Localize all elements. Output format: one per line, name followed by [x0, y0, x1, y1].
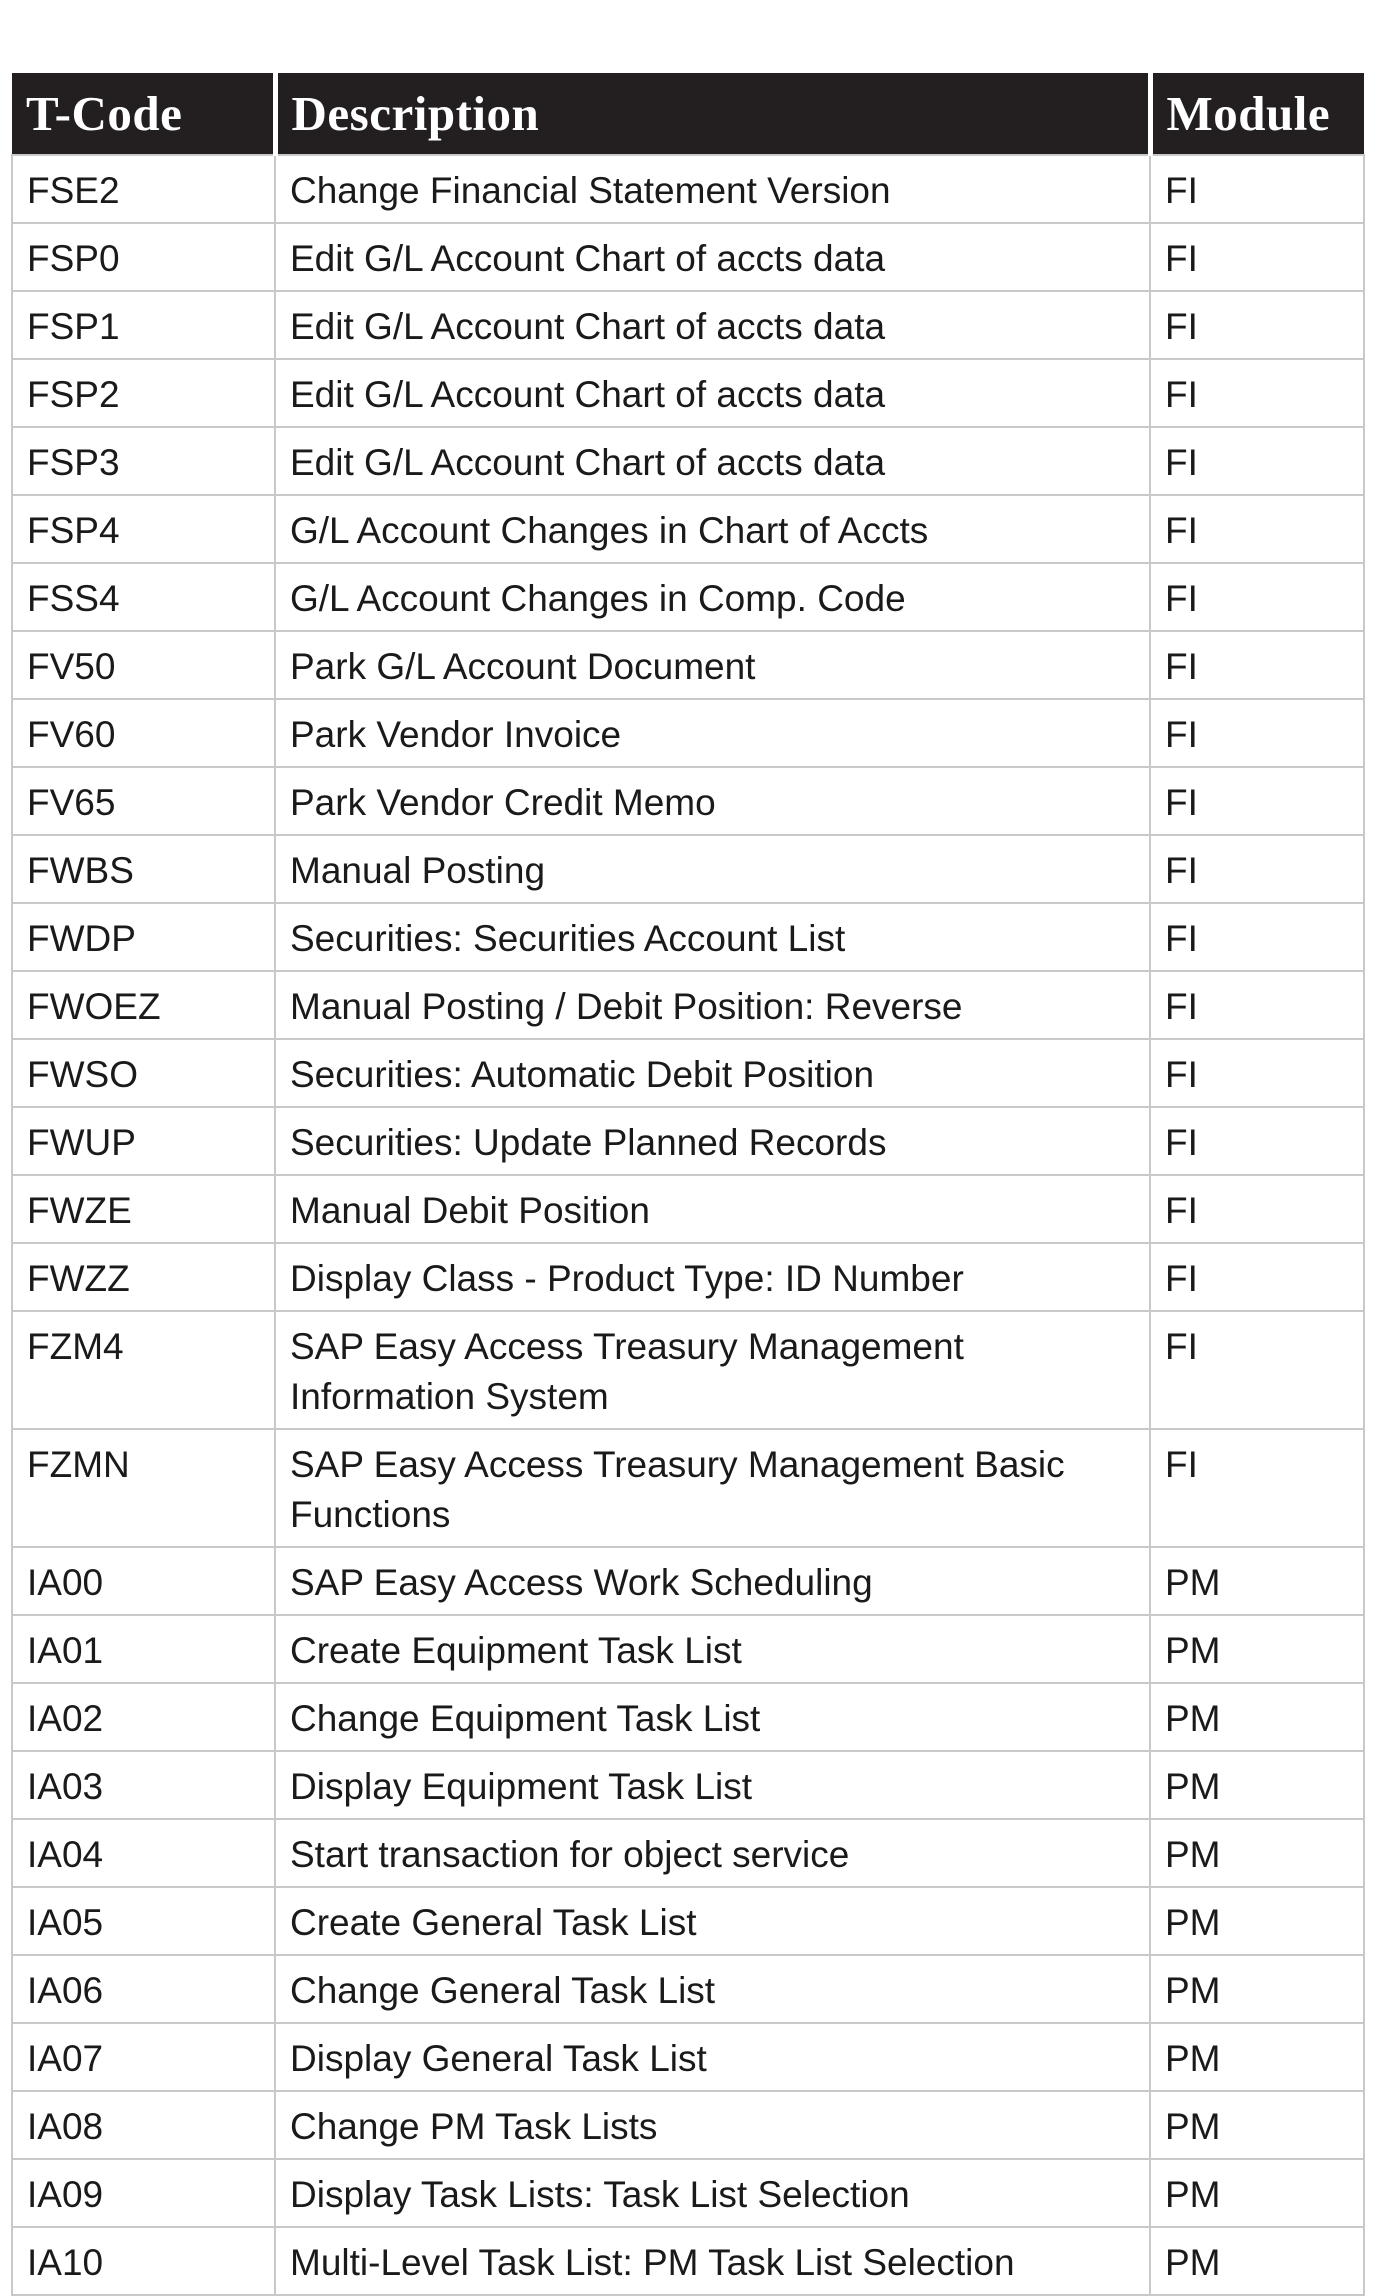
table-row — [12, 1683, 1364, 1751]
cell-module: FI — [1150, 155, 1364, 223]
cell-module: FI — [1150, 835, 1364, 903]
cell-tcode: FSS4 — [12, 563, 275, 631]
cell-module: FI — [1150, 291, 1364, 359]
table-row — [12, 2227, 1364, 2295]
table-row — [12, 359, 1364, 427]
cell-description: Display Class - Product Type: ID Number — [275, 1243, 1150, 1311]
table-row — [12, 903, 1364, 971]
table-row — [12, 1039, 1364, 1107]
table-row — [12, 767, 1364, 835]
cell-description: G/L Account Changes in Chart of Accts — [275, 495, 1150, 563]
table-row — [12, 1175, 1364, 1243]
cell-tcode: IA08 — [12, 2091, 275, 2159]
cell-tcode: IA00 — [12, 1547, 275, 1615]
cell-module: FI — [1150, 1039, 1364, 1107]
cell-tcode: FSP4 — [12, 495, 275, 563]
table-row — [12, 1751, 1364, 1819]
table-row — [12, 155, 1364, 223]
cell-description: G/L Account Changes in Comp. Code — [275, 563, 1150, 631]
cell-module: PM — [1150, 1887, 1364, 1955]
cell-tcode: IA05 — [12, 1887, 275, 1955]
cell-tcode: IA07 — [12, 2023, 275, 2091]
cell-tcode: FWBS — [12, 835, 275, 903]
cell-description: Manual Posting / Debit Position: Reverse — [275, 971, 1150, 1039]
cell-tcode: FSP0 — [12, 223, 275, 291]
cell-description: Display General Task List — [275, 2023, 1150, 2091]
cell-description: Park Vendor Invoice — [275, 699, 1150, 767]
cell-tcode: FWOEZ — [12, 971, 275, 1039]
cell-tcode: IA02 — [12, 1683, 275, 1751]
cell-tcode: FWUP — [12, 1107, 275, 1175]
cell-description: Create General Task List — [275, 1887, 1150, 1955]
cell-tcode: FSP1 — [12, 291, 275, 359]
cell-module: FI — [1150, 495, 1364, 563]
table-row — [12, 427, 1364, 495]
table-row — [12, 1819, 1364, 1887]
cell-description: Edit G/L Account Chart of accts data — [275, 291, 1150, 359]
cell-description: Park G/L Account Document — [275, 631, 1150, 699]
table-row — [12, 1107, 1364, 1175]
cell-module: PM — [1150, 1751, 1364, 1819]
cell-module: PM — [1150, 1955, 1364, 2023]
table-row — [12, 1955, 1364, 2023]
cell-description: Manual Posting — [275, 835, 1150, 903]
cell-description: Securities: Update Planned Records — [275, 1107, 1150, 1175]
cell-tcode: FWZZ — [12, 1243, 275, 1311]
cell-module: PM — [1150, 2159, 1364, 2227]
table-row — [12, 1243, 1364, 1311]
cell-description: Multi-Level Task List: PM Task List Selection — [275, 2227, 1150, 2295]
cell-tcode: FV50 — [12, 631, 275, 699]
table-row — [12, 1311, 1364, 1429]
cell-description: SAP Easy Access Work Scheduling — [275, 1547, 1150, 1615]
cell-description: Create Equipment Task List — [275, 1615, 1150, 1683]
cell-tcode: FV60 — [12, 699, 275, 767]
cell-module: PM — [1150, 2091, 1364, 2159]
table-row — [12, 291, 1364, 359]
cell-description: Edit G/L Account Chart of accts data — [275, 223, 1150, 291]
cell-tcode: IA10 — [12, 2227, 275, 2295]
cell-description: Change Financial Statement Version — [275, 155, 1150, 223]
table-row — [12, 2091, 1364, 2159]
cell-tcode: FZMN — [12, 1429, 275, 1547]
table-row — [12, 223, 1364, 291]
table-row — [12, 631, 1364, 699]
cell-tcode: FV65 — [12, 767, 275, 835]
cell-tcode: FZM4 — [12, 1311, 275, 1429]
table-row — [12, 971, 1364, 1039]
cell-description: Start transaction for object service — [275, 1819, 1150, 1887]
cell-description: Edit G/L Account Chart of accts data — [275, 359, 1150, 427]
cell-description: SAP Easy Access Treasury Management Basic Functions — [275, 1429, 1150, 1547]
cell-module: PM — [1150, 1683, 1364, 1751]
header-tcode: T-Code — [12, 73, 275, 155]
cell-tcode: FSE2 — [12, 155, 275, 223]
table-row — [12, 495, 1364, 563]
table-row — [12, 835, 1364, 903]
cell-description: Display Task Lists: Task List Selection — [275, 2159, 1150, 2227]
table-row — [12, 1615, 1364, 1683]
cell-module: FI — [1150, 699, 1364, 767]
cell-tcode: FSP3 — [12, 427, 275, 495]
cell-module: FI — [1150, 1311, 1364, 1429]
table-body — [12, 155, 1364, 2295]
cell-module: PM — [1150, 2227, 1364, 2295]
header-description: Description — [275, 73, 1150, 155]
cell-module: FI — [1150, 767, 1364, 835]
cell-tcode: IA03 — [12, 1751, 275, 1819]
cell-module: FI — [1150, 903, 1364, 971]
cell-description: Park Vendor Credit Memo — [275, 767, 1150, 835]
cell-tcode: IA01 — [12, 1615, 275, 1683]
cell-module: FI — [1150, 1243, 1364, 1311]
cell-description: Change General Task List — [275, 1955, 1150, 2023]
cell-tcode: FWZE — [12, 1175, 275, 1243]
cell-module: PM — [1150, 1547, 1364, 1615]
cell-module: PM — [1150, 2023, 1364, 2091]
cell-module: FI — [1150, 631, 1364, 699]
table-row — [12, 1429, 1364, 1547]
cell-module: FI — [1150, 427, 1364, 495]
table-row — [12, 1547, 1364, 1615]
header-row — [12, 73, 1364, 155]
cell-description: Display Equipment Task List — [275, 1751, 1150, 1819]
cell-description: Edit G/L Account Chart of accts data — [275, 427, 1150, 495]
cell-module: FI — [1150, 1107, 1364, 1175]
cell-tcode: IA06 — [12, 1955, 275, 2023]
table-row — [12, 2159, 1364, 2227]
cell-description: Change PM Task Lists — [275, 2091, 1150, 2159]
cell-tcode: FWDP — [12, 903, 275, 971]
cell-module: FI — [1150, 1175, 1364, 1243]
cell-module: PM — [1150, 1819, 1364, 1887]
table-row — [12, 563, 1364, 631]
cell-tcode: FWSO — [12, 1039, 275, 1107]
cell-tcode: IA09 — [12, 2159, 275, 2227]
cell-module: FI — [1150, 1429, 1364, 1547]
table-row — [12, 2023, 1364, 2091]
table-header — [12, 73, 1364, 155]
cell-description: Change Equipment Task List — [275, 1683, 1150, 1751]
cell-tcode: IA04 — [12, 1819, 275, 1887]
cell-module: FI — [1150, 971, 1364, 1039]
cell-module: FI — [1150, 223, 1364, 291]
cell-module: FI — [1150, 563, 1364, 631]
cell-description: SAP Easy Access Treasury Management Information System — [275, 1311, 1150, 1429]
tcode-table — [11, 73, 1365, 2296]
table-row — [12, 1887, 1364, 1955]
table-row — [12, 699, 1364, 767]
cell-description: Securities: Automatic Debit Position — [275, 1039, 1150, 1107]
cell-module: FI — [1150, 359, 1364, 427]
cell-description: Securities: Securities Account List — [275, 903, 1150, 971]
cell-module: PM — [1150, 1615, 1364, 1683]
cell-description: Manual Debit Position — [275, 1175, 1150, 1243]
cell-tcode: FSP2 — [12, 359, 275, 427]
header-module: Module — [1150, 73, 1364, 155]
